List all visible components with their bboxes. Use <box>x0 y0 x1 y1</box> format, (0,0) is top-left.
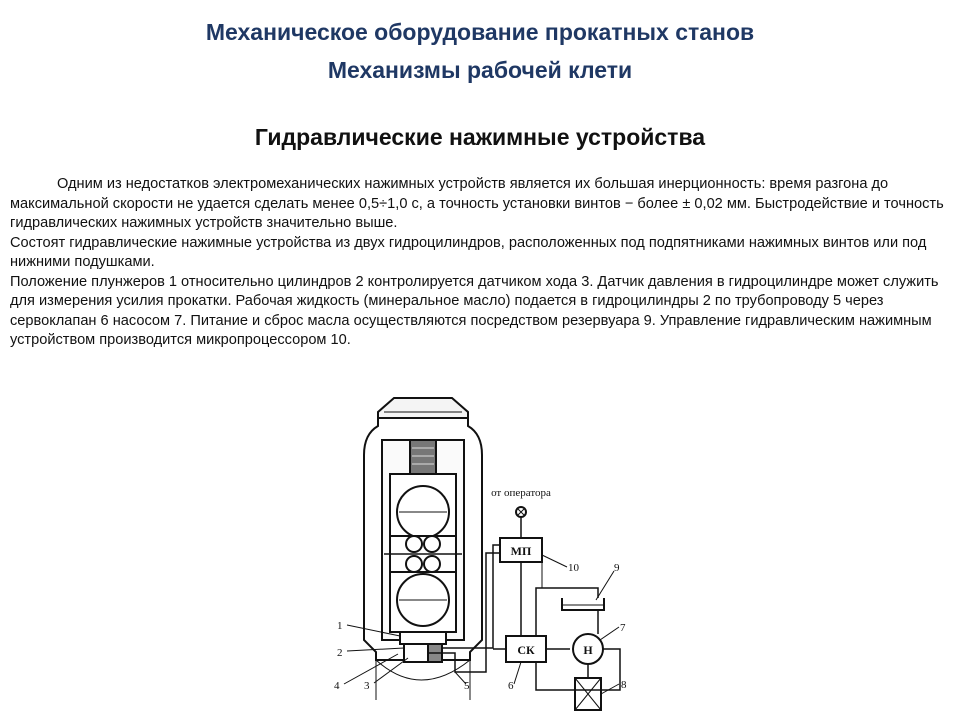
section-title: Гидравлические нажимные устройства <box>254 124 706 150</box>
operator-label: от оператора <box>491 487 551 499</box>
mp-label: МП <box>510 544 532 558</box>
part-label-6: 6 <box>508 680 514 692</box>
paragraph-structure: Состоят гидравлические нажимные устройства из двух гидроцилиндров, расположенных под подпятниками нажимных винтов или под нижними подушками. <box>10 234 927 270</box>
part-label-7: 7 <box>620 622 626 634</box>
paragraph-inertia: Одним из недостатков электромеханических нажимных устройств является их большая инерционность: время разгона до максимальной скорости не удается сделать менее 0,5÷1,0 с, а точность установки винтов − более ± 0,02 мм. Быстродействие и точность гидравлических нажимных устройств значительно выше. <box>10 176 944 231</box>
part-label-2: 2 <box>337 647 343 659</box>
sk-label: СК <box>517 643 535 657</box>
part-label-8: 8 <box>621 679 627 691</box>
part-label-4: 4 <box>334 680 340 692</box>
part-label-9: 9 <box>614 562 620 574</box>
reservoir <box>562 598 604 610</box>
part-label-3: 3 <box>364 680 370 692</box>
press-screw <box>410 440 436 474</box>
slide-title-line1: Механическое оборудование прокатных станов <box>205 19 755 45</box>
part-label-10: 10 <box>568 562 579 574</box>
part-label-1: 1 <box>337 620 343 632</box>
stand-top-cap <box>378 398 468 418</box>
paragraph-operation: Положение плунжеров 1 относительно цилиндров 2 контролируется датчиком хода 3. Датчик давления в гидроцилиндре может служить для измерения усилия прокатки. Рабочая жидкость (минеральное масло) подается в гидроцилиндры 2 по трубопроводу 5 через сервоклапан 6 насосом 7. Питание и сброс масла осуществляются посредством резервуара 9. Управление гидравлическим нажимным устройством производится микропроцессором 10. <box>10 273 939 348</box>
part-label-5: 5 <box>464 680 470 692</box>
slide-title-line2: Механизмы рабочей клети <box>327 57 633 83</box>
hydraulic-cylinder <box>404 644 428 662</box>
pump-label: Н <box>583 643 593 657</box>
plunger <box>400 632 446 644</box>
